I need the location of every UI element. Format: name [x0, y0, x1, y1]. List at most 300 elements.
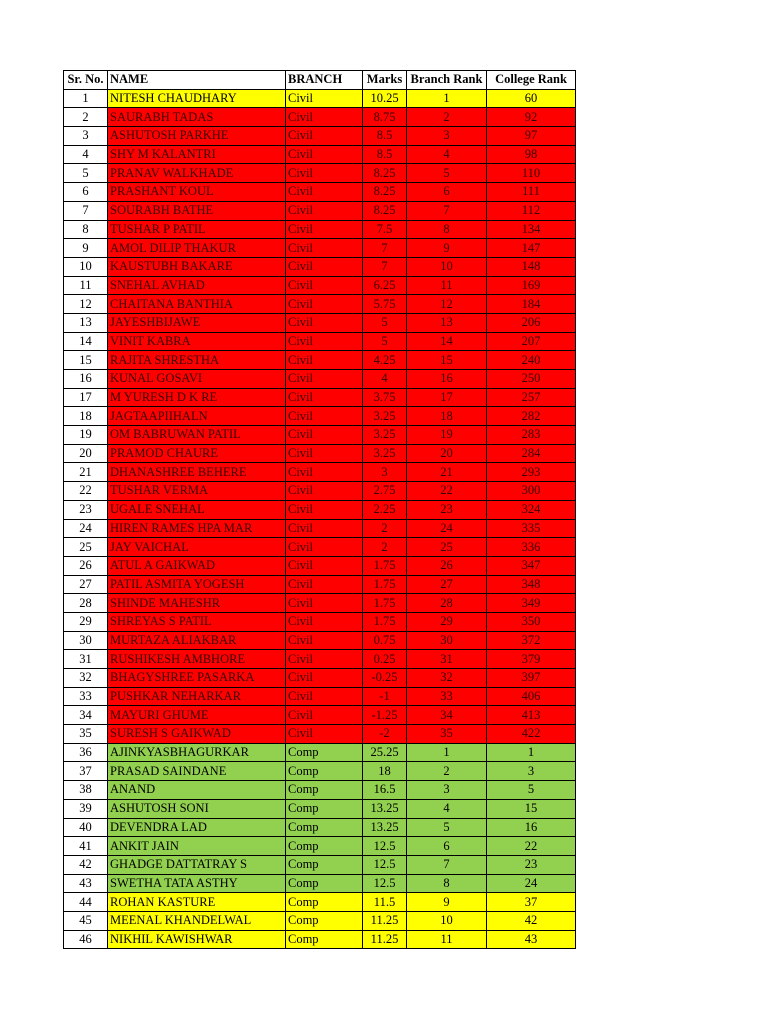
cell-college-rank: 1: [487, 743, 576, 762]
cell-college-rank: 347: [487, 556, 576, 575]
cell-name: OM BABRUWAN PATIL: [108, 426, 286, 445]
cell-branch-rank: 5: [407, 818, 487, 837]
cell-marks: -1: [363, 687, 407, 706]
cell-sr-no: 37: [64, 762, 108, 781]
cell-branch: Civil: [286, 276, 363, 295]
cell-name: SHREYAS S PATIL: [108, 612, 286, 631]
cell-college-rank: 240: [487, 351, 576, 370]
table-row: [64, 725, 576, 744]
table-row: [64, 706, 576, 725]
cell-marks: 16.5: [363, 781, 407, 800]
cell-marks: 5.75: [363, 295, 407, 314]
table-row: [64, 855, 576, 874]
cell-branch: Civil: [286, 426, 363, 445]
table-row: [64, 89, 576, 108]
cell-marks: 8.25: [363, 183, 407, 202]
cell-branch-rank: 9: [407, 239, 487, 258]
cell-branch: Civil: [286, 108, 363, 127]
cell-branch-rank: 24: [407, 519, 487, 538]
cell-branch-rank: 32: [407, 669, 487, 688]
cell-branch: Comp: [286, 893, 363, 912]
table-row: [64, 762, 576, 781]
cell-college-rank: 257: [487, 388, 576, 407]
cell-branch-rank: 27: [407, 575, 487, 594]
cell-sr-no: 8: [64, 220, 108, 239]
cell-marks: 11.5: [363, 893, 407, 912]
cell-marks: 8.25: [363, 164, 407, 183]
cell-name: SHINDE MAHESHR: [108, 594, 286, 613]
cell-sr-no: 30: [64, 631, 108, 650]
cell-college-rank: 336: [487, 538, 576, 557]
cell-branch-rank: 10: [407, 911, 487, 930]
cell-marks: 5: [363, 332, 407, 351]
cell-sr-no: 5: [64, 164, 108, 183]
cell-name: DHANASHREE BEHERE: [108, 463, 286, 482]
cell-name: SAURABH TADAS: [108, 108, 286, 127]
cell-name: BHAGYSHREE PASARKA: [108, 669, 286, 688]
cell-marks: 8.75: [363, 108, 407, 127]
cell-name: SOURABH BATHE: [108, 201, 286, 220]
cell-marks: 13.25: [363, 799, 407, 818]
cell-college-rank: 37: [487, 893, 576, 912]
cell-sr-no: 22: [64, 482, 108, 501]
header-branch: BRANCH: [286, 71, 363, 90]
cell-name: TUSHAR P PATIL: [108, 220, 286, 239]
cell-name: HIREN RAMES HPA MAR: [108, 519, 286, 538]
cell-branch: Civil: [286, 669, 363, 688]
cell-branch-rank: 6: [407, 837, 487, 856]
cell-marks: 25.25: [363, 743, 407, 762]
cell-branch-rank: 7: [407, 201, 487, 220]
cell-college-rank: 23: [487, 855, 576, 874]
cell-name: PRAMOD CHAURE: [108, 444, 286, 463]
cell-sr-no: 2: [64, 108, 108, 127]
cell-branch-rank: 23: [407, 500, 487, 519]
cell-marks: 1.75: [363, 612, 407, 631]
cell-college-rank: 42: [487, 911, 576, 930]
cell-college-rank: 92: [487, 108, 576, 127]
cell-sr-no: 13: [64, 313, 108, 332]
cell-name: SURESH S GAIKWAD: [108, 725, 286, 744]
cell-branch: Civil: [286, 612, 363, 631]
cell-sr-no: 7: [64, 201, 108, 220]
cell-sr-no: 26: [64, 556, 108, 575]
cell-name: DEVENDRA LAD: [108, 818, 286, 837]
cell-sr-no: 39: [64, 799, 108, 818]
cell-college-rank: 406: [487, 687, 576, 706]
cell-name: KAUSTUBH BAKARE: [108, 257, 286, 276]
cell-branch-rank: 10: [407, 257, 487, 276]
cell-branch-rank: 11: [407, 930, 487, 949]
table-row: [64, 164, 576, 183]
table-row: [64, 482, 576, 501]
cell-college-rank: 324: [487, 500, 576, 519]
header-sr-no: Sr. No.: [64, 71, 108, 90]
cell-sr-no: 20: [64, 444, 108, 463]
cell-branch-rank: 31: [407, 650, 487, 669]
cell-marks: 4.25: [363, 351, 407, 370]
cell-marks: 7: [363, 239, 407, 258]
cell-branch: Civil: [286, 127, 363, 146]
cell-college-rank: 97: [487, 127, 576, 146]
cell-branch-rank: 16: [407, 370, 487, 389]
cell-sr-no: 24: [64, 519, 108, 538]
table-row: [64, 669, 576, 688]
cell-branch: Civil: [286, 538, 363, 557]
cell-marks: 8.5: [363, 145, 407, 164]
cell-name: AJINKYASBHAGURKAR: [108, 743, 286, 762]
cell-branch-rank: 30: [407, 631, 487, 650]
cell-college-rank: 335: [487, 519, 576, 538]
cell-sr-no: 34: [64, 706, 108, 725]
results-table: [63, 70, 576, 949]
table-row: [64, 799, 576, 818]
cell-branch-rank: 19: [407, 426, 487, 445]
cell-marks: 8.25: [363, 201, 407, 220]
cell-marks: 2: [363, 538, 407, 557]
cell-name: JAYESHBIJAWE: [108, 313, 286, 332]
cell-branch-rank: 4: [407, 799, 487, 818]
cell-college-rank: 206: [487, 313, 576, 332]
cell-sr-no: 10: [64, 257, 108, 276]
cell-marks: 1.75: [363, 556, 407, 575]
table-row: [64, 930, 576, 949]
cell-branch-rank: 8: [407, 220, 487, 239]
cell-marks: 12.5: [363, 837, 407, 856]
cell-sr-no: 11: [64, 276, 108, 295]
cell-college-rank: 3: [487, 762, 576, 781]
cell-sr-no: 41: [64, 837, 108, 856]
cell-name: CHAITANA BANTHIA: [108, 295, 286, 314]
cell-branch: Civil: [286, 482, 363, 501]
table-row: [64, 183, 576, 202]
cell-branch: Civil: [286, 89, 363, 108]
cell-college-rank: 60: [487, 89, 576, 108]
cell-branch: Civil: [286, 313, 363, 332]
cell-marks: 4: [363, 370, 407, 389]
header-name: NAME: [108, 71, 286, 90]
table-row: [64, 538, 576, 557]
cell-branch: Comp: [286, 781, 363, 800]
cell-college-rank: 350: [487, 612, 576, 631]
cell-college-rank: 43: [487, 930, 576, 949]
header-college-rank: College Rank: [487, 71, 576, 90]
cell-sr-no: 18: [64, 407, 108, 426]
cell-sr-no: 35: [64, 725, 108, 744]
cell-branch: Civil: [286, 500, 363, 519]
cell-name: NIKHIL KAWISHWAR: [108, 930, 286, 949]
cell-sr-no: 29: [64, 612, 108, 631]
cell-name: SNEHAL AVHAD: [108, 276, 286, 295]
cell-name: PATIL ASMITA YOGESH: [108, 575, 286, 594]
cell-branch-rank: 35: [407, 725, 487, 744]
cell-branch: Civil: [286, 257, 363, 276]
cell-marks: 12.5: [363, 855, 407, 874]
cell-marks: -1.25: [363, 706, 407, 725]
cell-branch: Civil: [286, 295, 363, 314]
table-row: [64, 370, 576, 389]
cell-college-rank: 348: [487, 575, 576, 594]
cell-marks: 1.75: [363, 594, 407, 613]
cell-marks: 6.25: [363, 276, 407, 295]
cell-branch-rank: 18: [407, 407, 487, 426]
cell-branch: Civil: [286, 463, 363, 482]
table-row: [64, 687, 576, 706]
cell-college-rank: 397: [487, 669, 576, 688]
table-row: [64, 781, 576, 800]
cell-marks: 3.75: [363, 388, 407, 407]
cell-branch: Civil: [286, 239, 363, 258]
table-row: [64, 295, 576, 314]
table-row: [64, 257, 576, 276]
cell-branch-rank: 14: [407, 332, 487, 351]
cell-name: ANKIT JAIN: [108, 837, 286, 856]
cell-name: AMOL DILIP THAKUR: [108, 239, 286, 258]
cell-branch: Civil: [286, 519, 363, 538]
cell-name: SWETHA TATA ASTHY: [108, 874, 286, 893]
cell-college-rank: 15: [487, 799, 576, 818]
cell-branch-rank: 9: [407, 893, 487, 912]
cell-name: PRANAV WALKHADE: [108, 164, 286, 183]
cell-name: NITESH CHAUDHARY: [108, 89, 286, 108]
cell-branch-rank: 13: [407, 313, 487, 332]
cell-college-rank: 24: [487, 874, 576, 893]
cell-branch-rank: 3: [407, 781, 487, 800]
cell-branch: Civil: [286, 220, 363, 239]
cell-name: UGALE SNEHAL: [108, 500, 286, 519]
cell-name: PRASAD SAINDANE: [108, 762, 286, 781]
cell-marks: 3: [363, 463, 407, 482]
cell-branch: Civil: [286, 444, 363, 463]
table-row: [64, 388, 576, 407]
cell-name: MEENAL KHANDELWAL: [108, 911, 286, 930]
cell-marks: 0.25: [363, 650, 407, 669]
table-row: [64, 145, 576, 164]
cell-name: GHADGE DATTATRAY S: [108, 855, 286, 874]
cell-college-rank: 147: [487, 239, 576, 258]
cell-branch: Comp: [286, 874, 363, 893]
cell-sr-no: 40: [64, 818, 108, 837]
cell-sr-no: 1: [64, 89, 108, 108]
cell-name: VINIT KABRA: [108, 332, 286, 351]
cell-marks: 13.25: [363, 818, 407, 837]
cell-college-rank: 300: [487, 482, 576, 501]
cell-branch: Comp: [286, 743, 363, 762]
cell-marks: 0.75: [363, 631, 407, 650]
cell-marks: 12.5: [363, 874, 407, 893]
cell-branch-rank: 17: [407, 388, 487, 407]
cell-sr-no: 45: [64, 911, 108, 930]
cell-sr-no: 6: [64, 183, 108, 202]
cell-marks: 2.25: [363, 500, 407, 519]
cell-branch-rank: 33: [407, 687, 487, 706]
cell-branch: Civil: [286, 594, 363, 613]
cell-marks: 5: [363, 313, 407, 332]
table-row: [64, 426, 576, 445]
cell-marks: 7: [363, 257, 407, 276]
cell-name: PRASHANT KOUL: [108, 183, 286, 202]
cell-sr-no: 27: [64, 575, 108, 594]
table-row: [64, 108, 576, 127]
cell-branch: Civil: [286, 650, 363, 669]
cell-branch-rank: 7: [407, 855, 487, 874]
cell-college-rank: 413: [487, 706, 576, 725]
table-row: [64, 239, 576, 258]
cell-marks: 3.25: [363, 444, 407, 463]
cell-branch: Civil: [286, 201, 363, 220]
cell-branch: Civil: [286, 631, 363, 650]
cell-name: M YURESH D K RE: [108, 388, 286, 407]
cell-branch-rank: 1: [407, 743, 487, 762]
cell-branch-rank: 6: [407, 183, 487, 202]
cell-branch: Civil: [286, 332, 363, 351]
table-row: [64, 874, 576, 893]
cell-name: MAYURI GHUME: [108, 706, 286, 725]
table-row: [64, 818, 576, 837]
cell-branch-rank: 12: [407, 295, 487, 314]
table-row: [64, 444, 576, 463]
cell-branch-rank: 29: [407, 612, 487, 631]
table-row: [64, 575, 576, 594]
cell-name: RAJITA SHRESTHA: [108, 351, 286, 370]
cell-branch: Civil: [286, 725, 363, 744]
cell-name: MURTAZA ALIAKBAR: [108, 631, 286, 650]
cell-branch-rank: 3: [407, 127, 487, 146]
cell-name: ASHUTOSH PARKHE: [108, 127, 286, 146]
cell-branch: Civil: [286, 687, 363, 706]
table-row: [64, 313, 576, 332]
cell-branch: Civil: [286, 407, 363, 426]
cell-sr-no: 4: [64, 145, 108, 164]
table-row: [64, 519, 576, 538]
cell-marks: 8.5: [363, 127, 407, 146]
cell-branch-rank: 34: [407, 706, 487, 725]
cell-sr-no: 42: [64, 855, 108, 874]
cell-branch: Comp: [286, 855, 363, 874]
cell-name: TUSHAR VERMA: [108, 482, 286, 501]
cell-sr-no: 15: [64, 351, 108, 370]
cell-sr-no: 3: [64, 127, 108, 146]
cell-marks: 11.25: [363, 911, 407, 930]
cell-branch-rank: 22: [407, 482, 487, 501]
cell-name: PUSHKAR NEHARKAR: [108, 687, 286, 706]
table-row: [64, 220, 576, 239]
cell-branch: Comp: [286, 818, 363, 837]
cell-marks: 7.5: [363, 220, 407, 239]
table-row: [64, 276, 576, 295]
cell-branch: Civil: [286, 183, 363, 202]
cell-sr-no: 31: [64, 650, 108, 669]
cell-branch-rank: 28: [407, 594, 487, 613]
cell-marks: 2: [363, 519, 407, 538]
table-row: [64, 911, 576, 930]
cell-branch-rank: 20: [407, 444, 487, 463]
cell-college-rank: 98: [487, 145, 576, 164]
table-row: [64, 743, 576, 762]
cell-branch-rank: 26: [407, 556, 487, 575]
cell-branch-rank: 15: [407, 351, 487, 370]
cell-sr-no: 9: [64, 239, 108, 258]
cell-college-rank: 422: [487, 725, 576, 744]
cell-name: ATUL A GAIKWAD: [108, 556, 286, 575]
cell-branch: Civil: [286, 706, 363, 725]
cell-marks: 10.25: [363, 89, 407, 108]
cell-college-rank: 250: [487, 370, 576, 389]
table-row: [64, 407, 576, 426]
table-row: [64, 650, 576, 669]
header-marks: Marks: [363, 71, 407, 90]
cell-branch: Comp: [286, 762, 363, 781]
cell-name: SHY M KALANTRI: [108, 145, 286, 164]
cell-marks: 3.25: [363, 426, 407, 445]
cell-college-rank: 349: [487, 594, 576, 613]
header-branch-rank: Branch Rank: [407, 71, 487, 90]
cell-name: ROHAN KASTURE: [108, 893, 286, 912]
cell-branch: Civil: [286, 388, 363, 407]
cell-college-rank: 148: [487, 257, 576, 276]
cell-sr-no: 25: [64, 538, 108, 557]
cell-college-rank: 372: [487, 631, 576, 650]
table-row: [64, 500, 576, 519]
table-row: [64, 556, 576, 575]
cell-college-rank: 379: [487, 650, 576, 669]
cell-branch: Comp: [286, 837, 363, 856]
cell-sr-no: 17: [64, 388, 108, 407]
cell-college-rank: 184: [487, 295, 576, 314]
cell-sr-no: 32: [64, 669, 108, 688]
cell-branch-rank: 2: [407, 762, 487, 781]
cell-branch-rank: 25: [407, 538, 487, 557]
cell-college-rank: 134: [487, 220, 576, 239]
cell-marks: 1.75: [363, 575, 407, 594]
cell-sr-no: 14: [64, 332, 108, 351]
cell-college-rank: 112: [487, 201, 576, 220]
cell-sr-no: 44: [64, 893, 108, 912]
cell-sr-no: 12: [64, 295, 108, 314]
cell-branch: Civil: [286, 370, 363, 389]
table-row: [64, 332, 576, 351]
cell-name: ANAND: [108, 781, 286, 800]
cell-marks: 2.75: [363, 482, 407, 501]
table-row: [64, 463, 576, 482]
cell-branch-rank: 2: [407, 108, 487, 127]
cell-branch: Comp: [286, 930, 363, 949]
cell-college-rank: 282: [487, 407, 576, 426]
cell-college-rank: 283: [487, 426, 576, 445]
table-body: [64, 89, 576, 949]
cell-branch: Civil: [286, 575, 363, 594]
table-row: [64, 594, 576, 613]
cell-name: JAGTAAPIIHALN: [108, 407, 286, 426]
cell-branch: Civil: [286, 556, 363, 575]
cell-branch-rank: 4: [407, 145, 487, 164]
cell-college-rank: 111: [487, 183, 576, 202]
cell-sr-no: 36: [64, 743, 108, 762]
cell-branch: Comp: [286, 911, 363, 930]
cell-college-rank: 5: [487, 781, 576, 800]
header-row: [64, 71, 576, 90]
cell-marks: -0.25: [363, 669, 407, 688]
cell-college-rank: 293: [487, 463, 576, 482]
cell-name: JAY VAICHAL: [108, 538, 286, 557]
cell-name: ASHUTOSH SONI: [108, 799, 286, 818]
cell-marks: 18: [363, 762, 407, 781]
cell-branch: Comp: [286, 799, 363, 818]
cell-branch: Civil: [286, 145, 363, 164]
table-row: [64, 201, 576, 220]
cell-sr-no: 43: [64, 874, 108, 893]
cell-sr-no: 38: [64, 781, 108, 800]
